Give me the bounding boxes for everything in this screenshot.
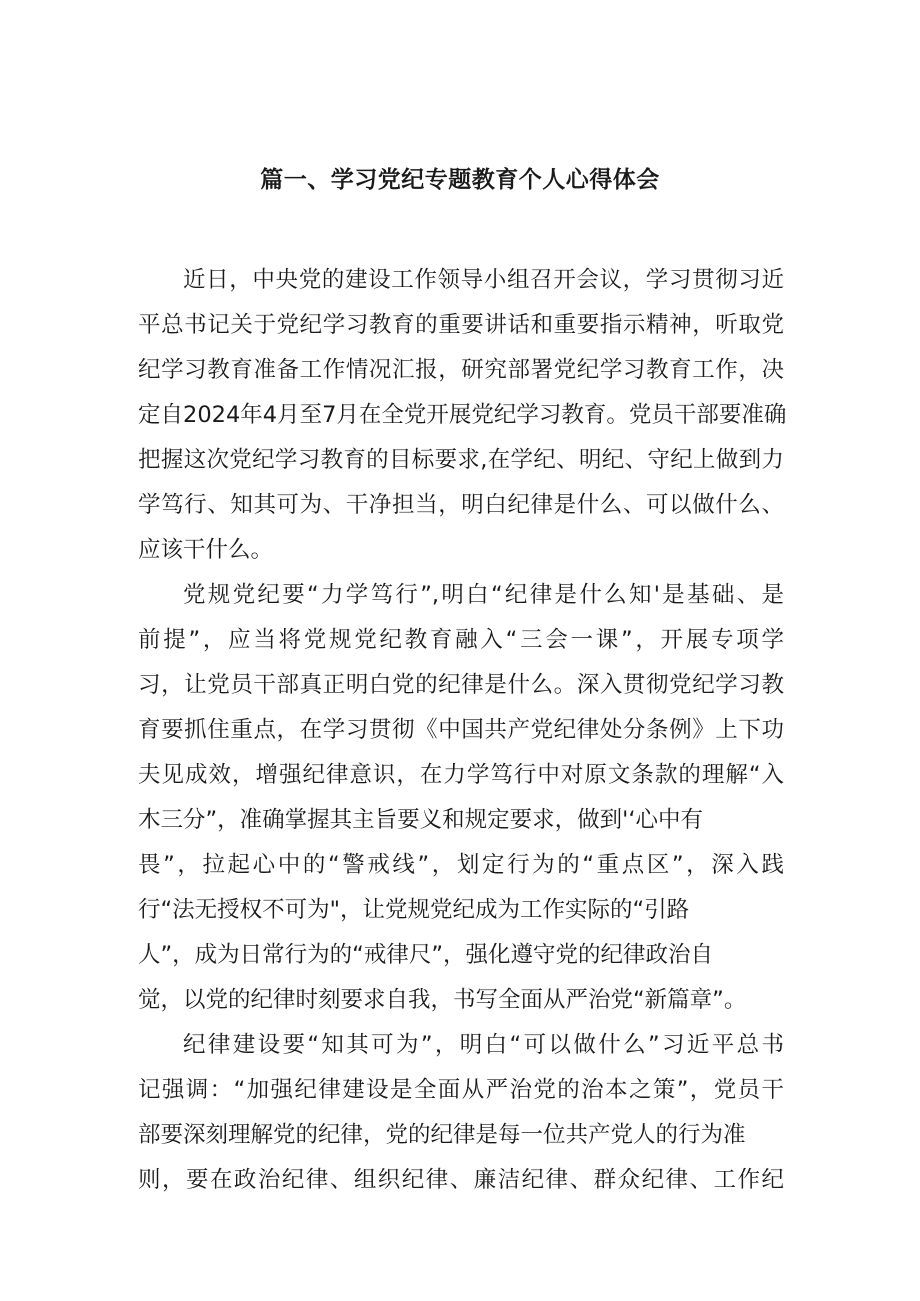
text-line: 记强调：“加强纪律建设是全面从严治党的治本之策”，党员干 xyxy=(138,1077,784,1103)
text-line: 把握这次党纪学习教育的目标要求,在学纪、明纪、守纪上做到力 xyxy=(138,447,784,473)
text-line: 近日，中央党的建设工作领导小组召开会议，学习贯彻习近 xyxy=(183,267,784,293)
text-line: 人”，成为日常行为的“戒律尺”，强化遵守党的纪律政治自 xyxy=(138,942,713,968)
text-line: 纪学习教育准备工作情况汇报，研究部署党纪学习教育工作，决 xyxy=(138,357,784,383)
text-line: 夫见成效，增强纪律意识，在力学笃行中对原文条款的理解“入 xyxy=(138,762,784,788)
text-line: 部要深刻理解党的纪律，党的纪律是每一位共产党人的行为准 xyxy=(138,1122,746,1148)
text-line: 学笃行、知其可为、干净担当，明白纪律是什么、可以做什么、 xyxy=(138,492,784,518)
text-line: 平总书记关于党纪学习教育的重要讲话和重要指示精神，听取党 xyxy=(138,312,784,338)
text-line: 前提”，应当将党规党纪教育融入“三会一课”，开展专项学 xyxy=(138,627,784,653)
text-line: 木三分”，准确掌握其主旨要义和规定要求，做到'‘心中有 xyxy=(138,807,703,833)
text-line: 定自2024年4月至7月在全党开展党纪学习教育。党员干部要准确 xyxy=(138,402,787,428)
document-title: 篇一、学习党纪专题教育个人心得体会 xyxy=(260,167,660,193)
text-line: 习，让党员干部真正明白党的纪律是什么。深入贯彻党纪学习教 xyxy=(138,672,784,698)
text-line: 党规党纪要“力学笃行”,明白“纪律是什么知'是基础、是 xyxy=(183,582,784,608)
text-line: 行“法无授权不可为"，让党规党纪成为工作实际的“引路 xyxy=(138,897,690,923)
text-line: 畏”，拉起心中的“警戒线”，划定行为的“重点区”，深入践 xyxy=(138,852,784,878)
text-line: 觉，以党的纪律时刻要求自我，书写全面从严治党“新篇章”。 xyxy=(138,987,747,1013)
document-body xyxy=(138,258,787,1203)
text-line: 纪律建设要“知其可为”，明白“可以做什么”习近平总书 xyxy=(183,1032,784,1058)
text-line: 则，要在政治纪律、组织纪律、廉洁纪律、群众纪律、工作纪 xyxy=(138,1167,784,1193)
text-line: 应该干什么。 xyxy=(138,537,274,563)
text-line: 育要抓住重点，在学习贯彻《中国共产党纪律处分条例》上下功 xyxy=(138,717,784,743)
